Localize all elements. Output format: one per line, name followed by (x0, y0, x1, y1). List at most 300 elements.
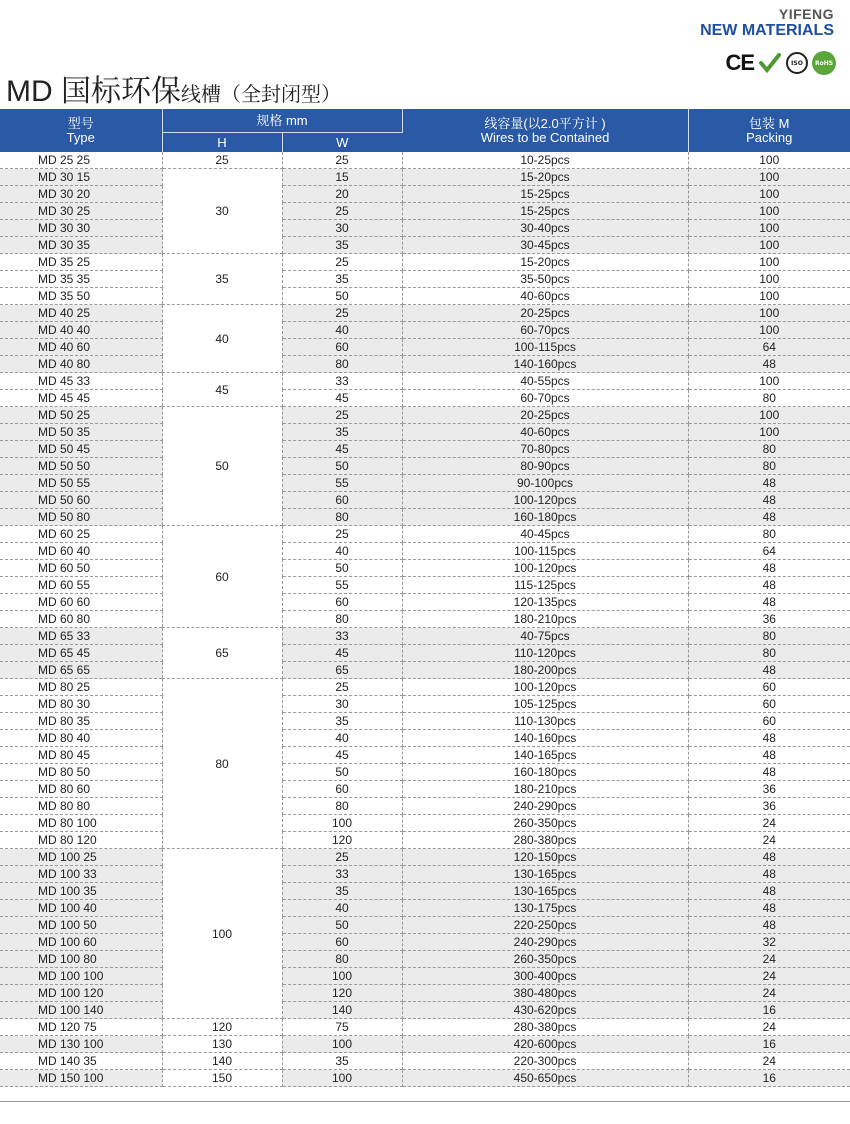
ce-mark-icon: CE (725, 50, 754, 75)
cell-type: MD 80 80 (0, 798, 162, 815)
table-row (0, 237, 850, 254)
table-row (0, 441, 850, 458)
cell-width: 35 (282, 424, 402, 441)
cell-type: MD 50 80 (0, 509, 162, 526)
cell-packing: 80 (688, 390, 850, 407)
cell-packing: 24 (688, 1053, 850, 1070)
cell-packing: 100 (688, 407, 850, 424)
cell-width: 35 (282, 1053, 402, 1070)
cell-width: 33 (282, 373, 402, 390)
cell-wires: 60-70pcs (402, 322, 688, 339)
cell-type: MD 100 40 (0, 900, 162, 917)
header-packing-cn: 包装 M (749, 115, 790, 131)
cell-packing: 80 (688, 645, 850, 662)
cell-type: MD 150 100 (0, 1070, 162, 1087)
table-row (0, 152, 850, 169)
cell-wires: 140-165pcs (402, 747, 688, 764)
table-row (0, 662, 850, 679)
table-row (0, 628, 850, 645)
table-row (0, 815, 850, 832)
table-row (0, 322, 850, 339)
header-packing (688, 109, 850, 152)
cell-height: 65 (162, 628, 282, 679)
table-row (0, 917, 850, 934)
cell-width: 45 (282, 645, 402, 662)
cell-type: MD 50 60 (0, 492, 162, 509)
cell-type: MD 100 60 (0, 934, 162, 951)
cell-wires: 15-20pcs (402, 254, 688, 271)
cell-packing: 64 (688, 543, 850, 560)
cell-wires: 40-60pcs (402, 424, 688, 441)
cell-width: 15 (282, 169, 402, 186)
table-row (0, 730, 850, 747)
cell-width: 45 (282, 390, 402, 407)
cell-width: 65 (282, 662, 402, 679)
table-row (0, 390, 850, 407)
cell-type: MD 30 15 (0, 169, 162, 186)
cell-type: MD 40 80 (0, 356, 162, 373)
cell-type: MD 60 55 (0, 577, 162, 594)
table-row (0, 866, 850, 883)
cell-packing: 24 (688, 985, 850, 1002)
cell-width: 100 (282, 1070, 402, 1087)
cell-packing: 48 (688, 866, 850, 883)
cell-width: 25 (282, 254, 402, 271)
cell-type: MD 80 25 (0, 679, 162, 696)
cell-wires: 60-70pcs (402, 390, 688, 407)
table-row (0, 526, 850, 543)
table-row (0, 254, 850, 271)
cell-packing: 60 (688, 679, 850, 696)
table-row (0, 951, 850, 968)
cell-width: 30 (282, 696, 402, 713)
table-bottom-rule (0, 1101, 850, 1102)
header-type (0, 109, 162, 152)
cell-packing: 16 (688, 1036, 850, 1053)
cell-type: MD 50 25 (0, 407, 162, 424)
cell-type: MD 100 35 (0, 883, 162, 900)
cell-type: MD 80 60 (0, 781, 162, 798)
cell-height: 120 (162, 1019, 282, 1036)
table-row (0, 271, 850, 288)
cell-packing: 24 (688, 1019, 850, 1036)
cell-wires: 105-125pcs (402, 696, 688, 713)
header-type-cn: 型号 (67, 115, 94, 131)
cell-type: MD 100 100 (0, 968, 162, 985)
table-row (0, 407, 850, 424)
cell-type: MD 45 33 (0, 373, 162, 390)
cell-height: 80 (162, 679, 282, 849)
cell-type: MD 30 30 (0, 220, 162, 237)
cell-wires: 70-80pcs (402, 441, 688, 458)
cell-wires: 40-55pcs (402, 373, 688, 390)
table-row (0, 424, 850, 441)
cell-packing: 80 (688, 526, 850, 543)
table-body (0, 152, 850, 1087)
cell-height: 140 (162, 1053, 282, 1070)
cell-height: 30 (162, 169, 282, 254)
cell-width: 25 (282, 407, 402, 424)
cell-width: 35 (282, 271, 402, 288)
cell-width: 50 (282, 764, 402, 781)
cell-width: 60 (282, 594, 402, 611)
cell-wires: 130-165pcs (402, 866, 688, 883)
table-row (0, 900, 850, 917)
cell-type: MD 60 25 (0, 526, 162, 543)
cell-width: 45 (282, 747, 402, 764)
cell-type: MD 40 25 (0, 305, 162, 322)
cell-type: MD 50 45 (0, 441, 162, 458)
cell-width: 50 (282, 560, 402, 577)
cell-height: 150 (162, 1070, 282, 1087)
cell-type: MD 60 60 (0, 594, 162, 611)
cell-wires: 120-135pcs (402, 594, 688, 611)
cell-wires: 280-380pcs (402, 832, 688, 849)
cell-wires: 160-180pcs (402, 764, 688, 781)
cell-wires: 260-350pcs (402, 951, 688, 968)
cell-packing: 48 (688, 594, 850, 611)
cell-packing: 100 (688, 169, 850, 186)
cell-wires: 180-210pcs (402, 781, 688, 798)
cell-type: MD 80 120 (0, 832, 162, 849)
table-row (0, 339, 850, 356)
cell-packing: 80 (688, 628, 850, 645)
table-row (0, 577, 850, 594)
cell-packing: 48 (688, 356, 850, 373)
header-h: H (162, 133, 282, 153)
table-row (0, 747, 850, 764)
cell-packing: 100 (688, 288, 850, 305)
cell-wires: 180-200pcs (402, 662, 688, 679)
reach-check-icon (758, 51, 782, 75)
cell-type: MD 100 50 (0, 917, 162, 934)
cell-width: 80 (282, 798, 402, 815)
table-row (0, 1036, 850, 1053)
cell-width: 35 (282, 883, 402, 900)
cell-type: MD 65 45 (0, 645, 162, 662)
cell-type: MD 65 33 (0, 628, 162, 645)
table-row (0, 832, 850, 849)
cell-type: MD 80 40 (0, 730, 162, 747)
cell-type: MD 35 50 (0, 288, 162, 305)
cell-wires: 130-175pcs (402, 900, 688, 917)
cell-type: MD 50 55 (0, 475, 162, 492)
cell-packing: 100 (688, 424, 850, 441)
cell-width: 45 (282, 441, 402, 458)
cell-packing: 48 (688, 849, 850, 866)
cell-type: MD 80 100 (0, 815, 162, 832)
cell-width: 55 (282, 577, 402, 594)
cell-wires: 450-650pcs (402, 1070, 688, 1087)
cell-wires: 15-20pcs (402, 169, 688, 186)
table-row (0, 611, 850, 628)
cell-type: MD 100 120 (0, 985, 162, 1002)
cell-wires: 100-120pcs (402, 492, 688, 509)
table-row (0, 696, 850, 713)
cell-packing: 100 (688, 203, 850, 220)
cell-packing: 100 (688, 220, 850, 237)
cell-type: MD 100 25 (0, 849, 162, 866)
certification-logos (725, 50, 836, 76)
cell-packing: 80 (688, 458, 850, 475)
cell-width: 25 (282, 203, 402, 220)
table-row (0, 288, 850, 305)
table-row (0, 1019, 850, 1036)
table-row (0, 679, 850, 696)
cell-width: 80 (282, 611, 402, 628)
table-row (0, 356, 850, 373)
table-row (0, 203, 850, 220)
cell-type: MD 100 140 (0, 1002, 162, 1019)
table-row (0, 713, 850, 730)
table-row (0, 475, 850, 492)
table-row (0, 492, 850, 509)
cell-wires: 35-50pcs (402, 271, 688, 288)
table-row (0, 798, 850, 815)
table-row (0, 509, 850, 526)
cell-width: 35 (282, 713, 402, 730)
cell-packing: 48 (688, 560, 850, 577)
table-row (0, 305, 850, 322)
cell-wires: 15-25pcs (402, 186, 688, 203)
cell-wires: 15-25pcs (402, 203, 688, 220)
cell-packing: 100 (688, 152, 850, 169)
cell-type: MD 50 35 (0, 424, 162, 441)
cell-width: 33 (282, 628, 402, 645)
header-spec: 规格 mm (162, 109, 402, 133)
cell-wires: 20-25pcs (402, 305, 688, 322)
cell-packing: 32 (688, 934, 850, 951)
cell-type: MD 40 40 (0, 322, 162, 339)
page-title (6, 66, 341, 110)
cell-width: 40 (282, 543, 402, 560)
cell-packing: 100 (688, 186, 850, 203)
cell-height: 45 (162, 373, 282, 407)
cell-wires: 380-480pcs (402, 985, 688, 1002)
cell-packing: 64 (688, 339, 850, 356)
cell-width: 40 (282, 730, 402, 747)
title-small: 线槽 (181, 82, 221, 106)
cell-packing: 48 (688, 509, 850, 526)
cell-width: 60 (282, 492, 402, 509)
cell-packing: 48 (688, 917, 850, 934)
cell-packing: 24 (688, 968, 850, 985)
cell-wires: 40-75pcs (402, 628, 688, 645)
cell-width: 100 (282, 968, 402, 985)
cell-width: 80 (282, 356, 402, 373)
cell-wires: 100-115pcs (402, 339, 688, 356)
cell-wires: 30-45pcs (402, 237, 688, 254)
cell-wires: 140-160pcs (402, 730, 688, 747)
cell-height: 100 (162, 849, 282, 1019)
iso-seal-icon: ISO (786, 52, 808, 74)
cell-height: 25 (162, 152, 282, 169)
brand-subtitle: NEW MATERIALS (700, 22, 834, 39)
cell-type: MD 100 33 (0, 866, 162, 883)
cell-wires: 160-180pcs (402, 509, 688, 526)
cell-packing: 48 (688, 475, 850, 492)
cell-type: MD 80 50 (0, 764, 162, 781)
cell-height: 40 (162, 305, 282, 373)
cell-type: MD 30 25 (0, 203, 162, 220)
cell-width: 30 (282, 220, 402, 237)
cell-wires: 100-115pcs (402, 543, 688, 560)
cell-wires: 20-25pcs (402, 407, 688, 424)
table-row (0, 1002, 850, 1019)
cell-width: 50 (282, 458, 402, 475)
cell-width: 80 (282, 951, 402, 968)
cell-packing: 24 (688, 815, 850, 832)
cell-packing: 100 (688, 271, 850, 288)
cell-type: MD 30 20 (0, 186, 162, 203)
cell-type: MD 60 50 (0, 560, 162, 577)
table-row (0, 764, 850, 781)
cell-type: MD 130 100 (0, 1036, 162, 1053)
cell-width: 120 (282, 985, 402, 1002)
cell-packing: 48 (688, 577, 850, 594)
cell-packing: 48 (688, 662, 850, 679)
cell-wires: 220-300pcs (402, 1053, 688, 1070)
table-row (0, 543, 850, 560)
cell-packing: 48 (688, 900, 850, 917)
cell-height: 60 (162, 526, 282, 628)
cell-width: 25 (282, 526, 402, 543)
cell-wires: 140-160pcs (402, 356, 688, 373)
cell-wires: 90-100pcs (402, 475, 688, 492)
cell-width: 55 (282, 475, 402, 492)
table-row (0, 883, 850, 900)
cell-type: MD 60 40 (0, 543, 162, 560)
cell-width: 120 (282, 832, 402, 849)
cell-wires: 40-45pcs (402, 526, 688, 543)
cell-wires: 100-120pcs (402, 560, 688, 577)
header-wires-cn: 线容量(以2.0平方计 ) (484, 115, 606, 131)
cell-packing: 48 (688, 764, 850, 781)
brand-block (700, 6, 834, 40)
cell-packing: 100 (688, 322, 850, 339)
table-row (0, 849, 850, 866)
cell-packing: 36 (688, 611, 850, 628)
cell-width: 75 (282, 1019, 402, 1036)
brand-name: YIFENG (778, 6, 834, 22)
table-row (0, 373, 850, 390)
cell-packing: 100 (688, 254, 850, 271)
cell-packing: 36 (688, 781, 850, 798)
cell-packing: 100 (688, 305, 850, 322)
cell-packing: 16 (688, 1002, 850, 1019)
table-row (0, 594, 850, 611)
cell-wires: 240-290pcs (402, 934, 688, 951)
cell-packing: 48 (688, 492, 850, 509)
table-row (0, 781, 850, 798)
cell-packing: 60 (688, 713, 850, 730)
cell-wires: 110-130pcs (402, 713, 688, 730)
cell-width: 60 (282, 781, 402, 798)
cell-width: 33 (282, 866, 402, 883)
cell-packing: 60 (688, 696, 850, 713)
table-row (0, 968, 850, 985)
cell-wires: 10-25pcs (402, 152, 688, 169)
cell-type: MD 40 60 (0, 339, 162, 356)
table-row (0, 1070, 850, 1087)
cell-type: MD 120 75 (0, 1019, 162, 1036)
cell-packing: 24 (688, 832, 850, 849)
cell-packing: 48 (688, 730, 850, 747)
cell-width: 140 (282, 1002, 402, 1019)
cell-width: 50 (282, 917, 402, 934)
cell-wires: 120-150pcs (402, 849, 688, 866)
cell-width: 60 (282, 339, 402, 356)
table-row (0, 169, 850, 186)
title-paren: （全封闭型） (221, 82, 341, 106)
cell-width: 35 (282, 237, 402, 254)
cell-wires: 220-250pcs (402, 917, 688, 934)
cell-width: 50 (282, 288, 402, 305)
cell-width: 20 (282, 186, 402, 203)
cell-type: MD 25 25 (0, 152, 162, 169)
cell-wires: 420-600pcs (402, 1036, 688, 1053)
cell-wires: 40-60pcs (402, 288, 688, 305)
cell-width: 25 (282, 849, 402, 866)
cell-packing: 100 (688, 373, 850, 390)
cell-type: MD 140 35 (0, 1053, 162, 1070)
table-row (0, 458, 850, 475)
title-main: MD 国标环保 (6, 75, 181, 108)
cell-width: 25 (282, 152, 402, 169)
cell-packing: 36 (688, 798, 850, 815)
cell-wires: 130-165pcs (402, 883, 688, 900)
cell-wires: 280-380pcs (402, 1019, 688, 1036)
cell-packing: 80 (688, 441, 850, 458)
cell-width: 100 (282, 815, 402, 832)
header-packing-en: Packing (746, 129, 793, 145)
cell-type: MD 45 45 (0, 390, 162, 407)
cell-width: 25 (282, 305, 402, 322)
cell-wires: 30-40pcs (402, 220, 688, 237)
table-row (0, 560, 850, 577)
cell-wires: 100-120pcs (402, 679, 688, 696)
cell-type: MD 35 25 (0, 254, 162, 271)
cell-wires: 240-290pcs (402, 798, 688, 815)
cell-type: MD 35 35 (0, 271, 162, 288)
cell-type: MD 100 80 (0, 951, 162, 968)
cell-wires: 260-350pcs (402, 815, 688, 832)
cell-width: 80 (282, 509, 402, 526)
header-type-en: Type (66, 129, 95, 145)
rohs-leaf-icon: RoHS (812, 51, 836, 75)
cell-type: MD 60 80 (0, 611, 162, 628)
table-row (0, 985, 850, 1002)
table-row (0, 1053, 850, 1070)
cell-packing: 24 (688, 951, 850, 968)
cell-height: 35 (162, 254, 282, 305)
table-row (0, 934, 850, 951)
cell-type: MD 80 35 (0, 713, 162, 730)
header-wires (402, 109, 688, 152)
table-row (0, 186, 850, 203)
cell-height: 130 (162, 1036, 282, 1053)
table-row (0, 220, 850, 237)
cell-wires: 180-210pcs (402, 611, 688, 628)
cell-packing: 16 (688, 1070, 850, 1087)
cell-width: 40 (282, 322, 402, 339)
cell-type: MD 65 65 (0, 662, 162, 679)
cell-width: 60 (282, 934, 402, 951)
cell-type: MD 80 45 (0, 747, 162, 764)
header-wires-en: Wires to be Contained (480, 129, 610, 145)
spec-table (0, 109, 850, 1087)
table-row (0, 645, 850, 662)
